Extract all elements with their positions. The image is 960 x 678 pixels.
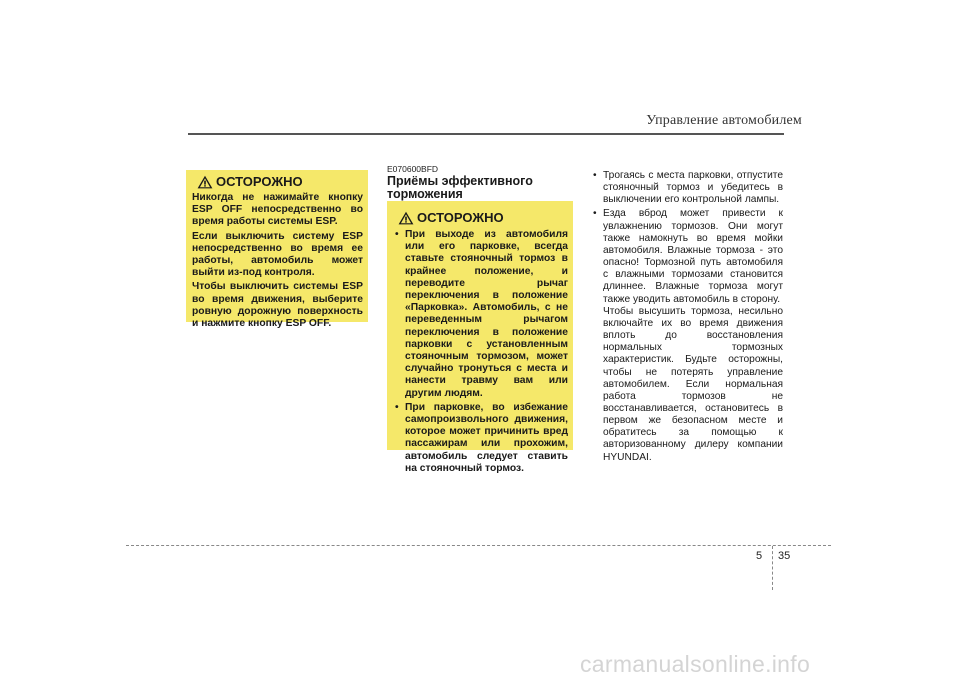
warning-triangle-icon bbox=[197, 175, 213, 189]
body-text-column bbox=[592, 170, 783, 466]
warning-paragraph: Чтобы выключить системы ESP во время движения, выберите ровную дорожную поверхность и нажмите кнопку ESP OFF. bbox=[192, 281, 363, 330]
footer-rule bbox=[126, 545, 831, 546]
warning-triangle-icon bbox=[398, 211, 414, 225]
list-item: • Трогаясь с места парковки, отпустите стояночный тормоз и убедитесь в выключении его контрольной лампы. bbox=[592, 170, 783, 206]
list-item: • При выходе из автомобиля или его парковке, всегда ставьте стояночный тормоз в крайнее положение, и переводите рычаг переключения в положение «Парковка». Автомобиль, с не переведенным рычагом переключения в положение парковки с установленным стояночным тормозом, может случайно тронуться с места и нанести травму вам или другим людям. bbox=[394, 229, 568, 400]
warning-heading-text: ОСТОРОЖНО bbox=[417, 210, 504, 225]
body-list bbox=[592, 170, 783, 464]
header-title: Управление автомобилем bbox=[646, 113, 802, 128]
warning-heading-text: ОСТОРОЖНО bbox=[216, 174, 303, 189]
watermark: carmanualsonline.info bbox=[580, 651, 811, 677]
section-code: E070600BFD bbox=[387, 164, 439, 174]
warning-box-parking bbox=[387, 201, 573, 474]
list-item: • При парковке, во избежание самопроизвольного движения, которое может причинить вред пассажирам или прохожим, автомобиль следует ставить на стояночный тормоз. bbox=[394, 402, 568, 475]
warning-list bbox=[394, 229, 568, 475]
page-number-divider bbox=[772, 546, 773, 590]
list-item-text: Езда вброд может привести к увлажнению тормозов. Они могут также намокнуть во время мойки автомобиля. Влажные тормоза - это опасно! Тормозной путь автомобиля с влажными тормозами становится длиннее. Влажные тормоза могут также уводить автомобиль в сторону. bbox=[603, 208, 783, 305]
page-number: 35 bbox=[778, 550, 791, 562]
section-title: Приёмы эффективного торможения bbox=[387, 174, 533, 201]
warning-paragraph: Если выключить систему ESP непосредственно во время ее работы, автомобиль может выйти из-под контроля. bbox=[192, 230, 363, 279]
warning-paragraph: Никогда не нажимайте кнопку ESP OFF непосредственно во время работы системы ESP. bbox=[192, 192, 363, 228]
warning-heading bbox=[197, 174, 363, 190]
warning-heading bbox=[398, 210, 568, 226]
list-item-continuation: Чтобы высушить тормоза, несильно включайте их во время движения вплоть до восстановления нормальных тормозных характеристик. Будьте осторожны, чтобы не потерять управление автомобилем. Если нормальная работа тормозов не восстанавливается, остановитесь в первом же безопасном месте и обратитесь за помощью к авторизованному дилеру компании HYUNDAI. bbox=[603, 305, 783, 463]
warning-box-esp bbox=[186, 170, 368, 330]
header-rule bbox=[188, 133, 784, 135]
chapter-number: 5 bbox=[756, 550, 763, 562]
list-item bbox=[592, 208, 783, 463]
